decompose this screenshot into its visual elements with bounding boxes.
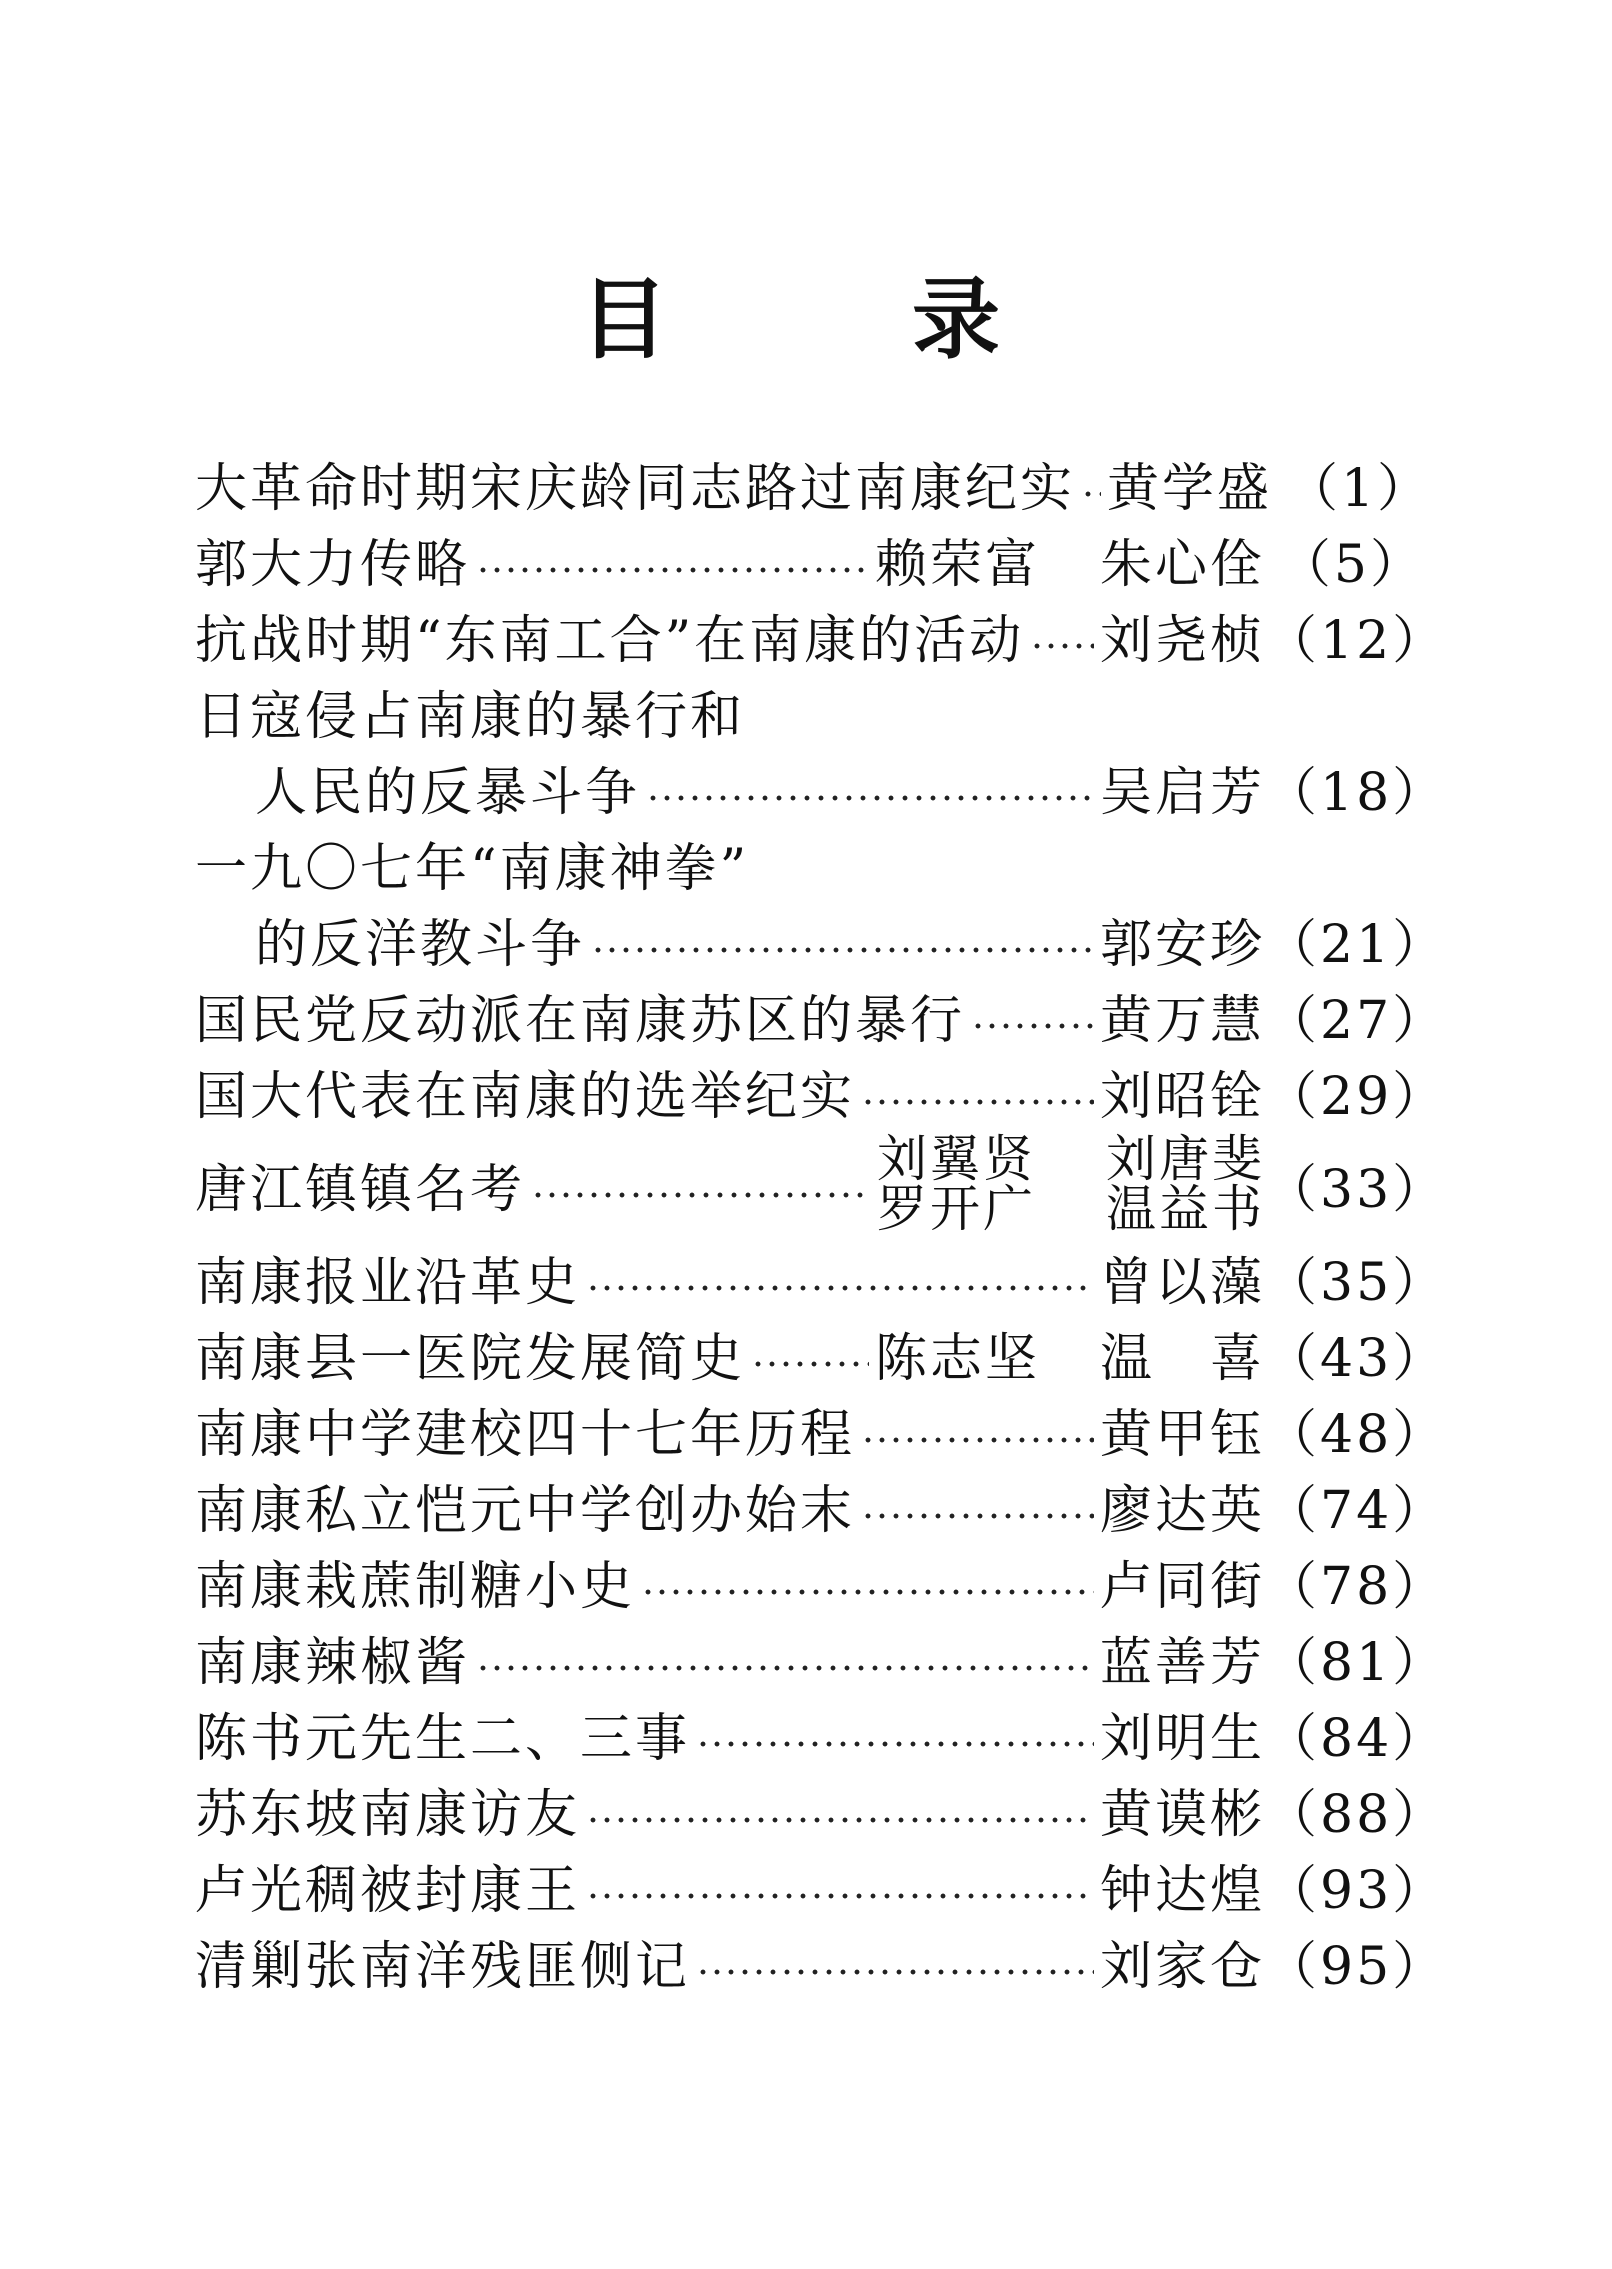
toc-entry[interactable] <box>195 1695 1448 1771</box>
entry-page: （74） <box>1265 1480 1448 1541</box>
entry-title: 南康报业沿革史 <box>195 1252 581 1313</box>
entry-page: （78） <box>1265 1556 1448 1617</box>
entry-page: （27） <box>1265 990 1448 1051</box>
entry-author: 刘家仓 <box>1099 1936 1265 1997</box>
entry-page: （35） <box>1265 1252 1448 1313</box>
entry-page: （88） <box>1265 1784 1448 1845</box>
entry-title: 南康栽蔗制糖小史 <box>195 1556 636 1617</box>
leader-dots <box>751 1327 869 1379</box>
entry-title-line-1: 一九〇七年“南康神拳” <box>195 838 750 899</box>
entry-title: 卢光稠被封康王 <box>195 1860 581 1921</box>
toc-entry[interactable] <box>195 445 1433 521</box>
entry-page: （21） <box>1265 914 1448 975</box>
entry-title: 清剿张南洋残匪侧记 <box>195 1936 691 1997</box>
entry-title: 大革命时期宋庆龄同志路过南康纪实 <box>195 458 1076 519</box>
toc-entry[interactable] <box>195 901 1448 977</box>
leader-dots <box>646 761 1094 813</box>
entry-author: 朱心佺 <box>1099 534 1265 595</box>
toc-entry[interactable] <box>195 521 1425 597</box>
entry-author: 刘翼贤 <box>877 1130 1036 1188</box>
entry-author: 刘尧桢 <box>1099 610 1265 671</box>
entry-authors <box>877 1130 1265 1238</box>
entry-title: 苏东坡南康访友 <box>195 1784 581 1845</box>
entry-page: （84） <box>1265 1708 1448 1769</box>
entry-title: 唐江镇镇名考 <box>195 1159 526 1220</box>
entry-page: （43） <box>1265 1328 1448 1389</box>
entry-author: 温益书 <box>1106 1180 1265 1238</box>
entry-page: （1） <box>1285 458 1433 519</box>
leader-dots <box>696 1935 1094 1987</box>
entry-author: 蓝善芳 <box>1099 1632 1265 1693</box>
entry-title: 国大代表在南康的选举纪实 <box>195 1066 856 1127</box>
toc-entry[interactable] <box>195 749 1448 825</box>
entry-author: 刘昭铨 <box>1099 1066 1265 1127</box>
entry-title: 郭大力传略 <box>195 534 471 595</box>
entry-author: 刘唐斐 <box>1106 1130 1265 1188</box>
toc-entry[interactable] <box>195 1543 1448 1619</box>
entry-page: （48） <box>1265 1404 1448 1465</box>
entry-title: 南康县一医院发展简史 <box>195 1328 746 1389</box>
entry-author: 黄谟彬 <box>1099 1784 1265 1845</box>
toc-entry[interactable] <box>195 1129 1448 1239</box>
leader-dots <box>861 1065 1094 1117</box>
leader-dots <box>861 1403 1094 1455</box>
entry-title: 南康辣椒酱 <box>195 1632 471 1693</box>
entry-author: 刘明生 <box>1099 1708 1265 1769</box>
entry-author: 罗开广 <box>877 1180 1036 1238</box>
leader-dots <box>476 1631 1094 1683</box>
toc-entry[interactable] <box>195 1053 1448 1129</box>
toc-entry[interactable] <box>195 597 1448 673</box>
entry-title-line-1: 日寇侵占南康的暴行和 <box>195 686 746 747</box>
entry-author: 卢同街 <box>1099 1556 1265 1617</box>
entry-author: 黄学盛 <box>1107 458 1273 519</box>
entry-title: 抗战时期“东南工合”在南康的活动 <box>195 610 1025 671</box>
leader-dots <box>641 1555 1094 1607</box>
leader-dots <box>586 1859 1094 1911</box>
entry-page: （33） <box>1265 1159 1448 1220</box>
entry-page: （93） <box>1265 1860 1448 1921</box>
entry-author: 钟达煌 <box>1099 1860 1265 1921</box>
entry-page: （29） <box>1265 1066 1448 1127</box>
entry-page: （12） <box>1265 610 1448 671</box>
entry-page: （81） <box>1265 1632 1448 1693</box>
title-char-2: 录 <box>911 267 1000 371</box>
toc-entry[interactable] <box>195 1771 1448 1847</box>
entry-title: 人民的反暴斗争 <box>255 762 641 823</box>
leader-dots <box>586 1783 1094 1835</box>
toc-entry[interactable] <box>195 1315 1448 1391</box>
entry-author: 廖达英 <box>1099 1480 1265 1541</box>
toc-entry[interactable] <box>195 1847 1448 1923</box>
entry-author: 黄甲钰 <box>1099 1404 1265 1465</box>
leader-dots <box>476 533 869 585</box>
leader-dots <box>586 1251 1094 1303</box>
toc-entry[interactable] <box>195 1239 1448 1315</box>
entry-page: （95） <box>1265 1936 1448 1997</box>
leader-dots <box>531 1158 871 1210</box>
toc-entry[interactable] <box>195 1923 1448 1999</box>
entry-title: 国民党反动派在南康苏区的暴行 <box>195 990 966 1051</box>
leader-dots <box>861 1479 1094 1531</box>
leader-dots <box>1081 457 1101 509</box>
title-char-1: 目 <box>580 267 669 371</box>
toc-entry-first-line[interactable] <box>195 673 1425 749</box>
entry-title: 南康私立恺元中学创办始末 <box>195 1480 856 1541</box>
entry-title: 南康中学建校四十七年历程 <box>195 1404 856 1465</box>
toc-entry-first-line[interactable] <box>195 825 1425 901</box>
leader-dots <box>696 1707 1094 1759</box>
entry-author: 陈志坚 <box>874 1328 1040 1389</box>
entry-author: 赖荣富 <box>874 534 1040 595</box>
toc-entry[interactable] <box>195 977 1448 1053</box>
leader-dots <box>971 989 1094 1041</box>
entry-page: （18） <box>1265 762 1448 823</box>
entry-author: 黄万慧 <box>1099 990 1265 1051</box>
toc-entry[interactable] <box>195 1619 1448 1695</box>
leader-dots <box>1030 609 1094 661</box>
entry-author: 郭安珍 <box>1099 914 1265 975</box>
entry-author: 温 喜 <box>1099 1328 1265 1389</box>
page-title <box>580 267 1000 371</box>
table-of-contents <box>195 445 1448 1999</box>
entry-page: （5） <box>1278 534 1425 595</box>
leader-dots <box>591 913 1094 965</box>
entry-author: 曾以藻 <box>1099 1252 1265 1313</box>
entry-title: 陈书元先生二、三事 <box>195 1708 691 1769</box>
toc-entry[interactable] <box>195 1391 1448 1467</box>
entry-title: 的反洋教斗争 <box>255 914 586 975</box>
entry-author: 吴启芳 <box>1099 762 1265 823</box>
toc-entry[interactable] <box>195 1467 1448 1543</box>
